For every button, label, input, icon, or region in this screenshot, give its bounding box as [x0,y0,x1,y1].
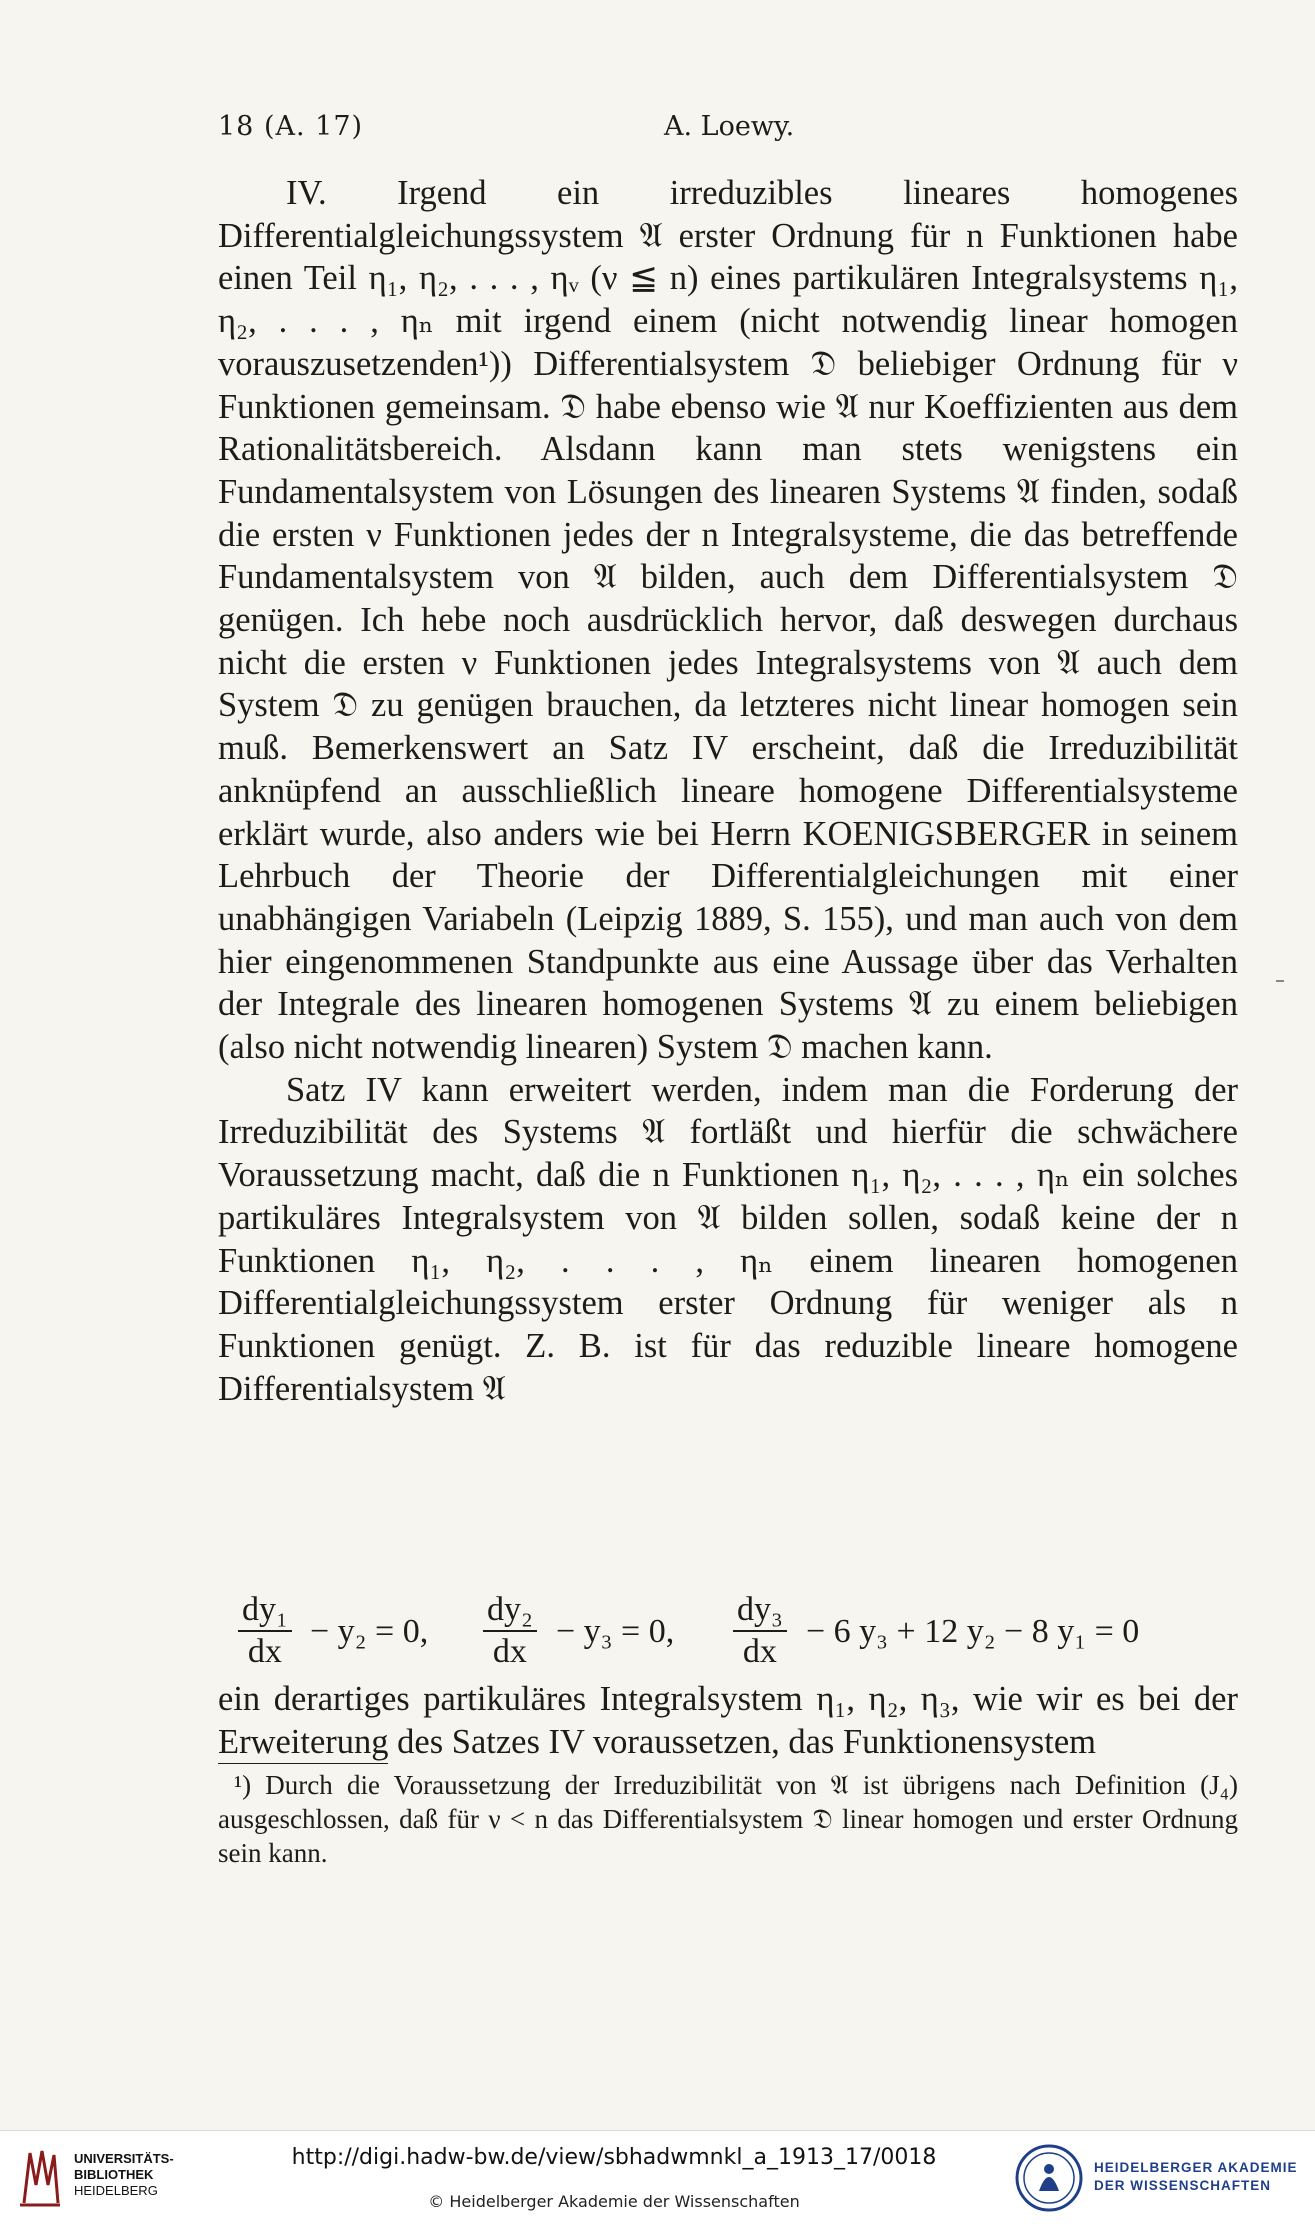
footnote-rule [218,1763,388,1764]
paragraph-extension: Satz IV kann erweitert werden, indem man die Forderung der Irreduzibilität des Systems 𝔄 fortläßt und hierfür die schwächere Voraussetzung macht, daß die n Funktionen η₁, η₂, . . . , ηₙ ein solches partikuläres Integralsystem von 𝔄 bilden sollen, sodaß keine der n Funktionen η₁, η₂, . . . , ηₙ einem linearen homogenen Differentialgleichungssystem erster Ordnung für weniger als n Funktionen genügt. Z. B. ist für das reduzible lineare homogene Differentialsystem 𝔄 [218,1070,1238,1408]
academy-seal-icon [1014,2143,1084,2213]
equation-term-3: − 6 y₃ + 12 y₂ − 8 y₁ = 0 [806,1613,1140,1650]
page-number: 18 (A. 17) [218,111,364,142]
body-text [218,172,1238,1410]
footnote-1: ¹) Durch die Voraussetzung der Irreduzibilität von 𝔄 ist übrigens nach Definition (J₄) ausgeschlossen, daß für ν < n das Differentialsystem 𝔇 linear homogen und erster Ordnung sein kann. [218,1770,1238,1868]
fraction-dy3-dx: $\frac{\text{dy₃}}{dx}$ [733,1590,787,1672]
university-library-logo-icon [14,2145,66,2209]
paragraph-example: ein derartiges partikuläres Integralsystem η₁, η₂, η₃, wie wir es bei der Erweiterung des Satzes IV voraussetzen, das Funktionensystem [218,1680,1238,1761]
copyright-notice: © Heidelberger Akademie der Wissenschaften [428,2192,800,2211]
body-text-continued [218,1678,1238,1763]
academy-name: HEIDELBERGER AKADEMIE DER WISSENSCHAFTEN [1094,2160,1298,2193]
author-name: A. Loewy. [664,111,795,142]
running-head [218,107,1238,147]
fraction-dy1-dx: $\frac{\text{dy₁}}{dx}$ [238,1590,292,1672]
differential-system-equation [238,1590,1238,1670]
fraction-dy2-dx: $\frac{\text{dy₂}}{dx}$ [483,1590,537,1672]
equation-term-2: − y₃ = 0, [556,1613,675,1650]
viewer-footer [0,2130,1315,2226]
paragraph-theorem-iv: IV. Irgend ein irreduzibles lineares homogenes Differentialgleichungssystem 𝔄 erster Ordnung für n Funktionen habe einen Teil η₁, η₂, . . . , ηᵥ (ν ≦ n) eines partikulären Integralsystems η₁, η₂, . . . , ηₙ mit irgend einem (nicht notwendig linear homogen vorauszusetzenden¹)) Differentialsystem 𝔇 beliebiger Ordnung für ν Funktionen gemeinsam. 𝔇 habe ebenso wie 𝔄 nur Koeffizienten aus dem Rationalitätsbereich. Alsdann kann man stets wenigstens ein Fundamentalsystem von Lösungen des linearen Systems 𝔄 finden, sodaß die ersten ν Funktionen jedes der n Integralsysteme, die das betreffende Fundamentalsystem von 𝔄 bilden, auch dem Differentialsystem 𝔇 genügen. Ich hebe noch ausdrücklich hervor, daß deswegen durchaus nicht die ersten ν Funktionen jedes Integralsystems von 𝔄 auch dem System 𝔇 zu genügen brauchen, da letzteres nicht linear homogen sein muß. Bemerkenswert an Satz IV erscheint, daß die Irreduzibilität anknüpfend an ausschließlich lineare homogene Differentialsysteme erklärt wurde, also anders wie bei Herrn KOENIGSBERGER in seinem Lehrbuch der Theorie der Differentialgleichungen mit einer unabhängigen Variabeln (Leipzig 1889, S. 155), und man auch von dem hier eingenommenen Standpunkte aus eine Aussage über das Verhalten der Integrale des linearen homogenen Systems 𝔄 zu einem beliebigen (also nicht notwendig linearen) System 𝔇 machen kann. [218,174,1238,1067]
permalink-url[interactable]: http://digi.hadw-bw.de/view/sbhadwmnkl_a_1913_17/0018 [291,2145,937,2170]
footnote [218,1768,1238,1870]
university-library-name: UNIVERSITÄTS- BIBLIOTHEK HEIDELBERG [74,2151,174,2198]
equation-term-1: − y₂ = 0, [310,1613,429,1650]
margin-mark [1276,980,1284,982]
